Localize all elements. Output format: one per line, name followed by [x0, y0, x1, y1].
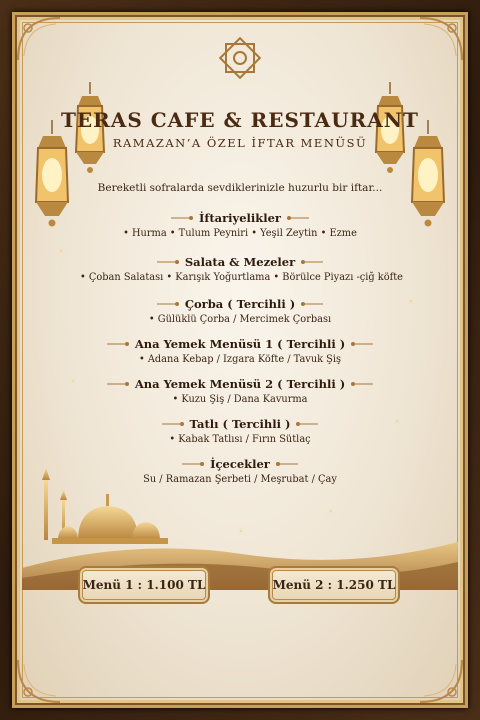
corner-ornament-icon — [418, 16, 464, 62]
section-salata-mezeler — [80, 250, 403, 283]
corner-ornament-icon — [418, 658, 464, 704]
divider-ornament-icon — [296, 421, 318, 427]
section-items: • Kabak Tatlısı / Fırın Sütlaç — [169, 434, 311, 445]
sparkle — [396, 420, 398, 422]
divider-ornament-icon — [157, 259, 179, 265]
divider-ornament-icon — [107, 341, 129, 347]
section-title: Tatlı ( Tercihli ) — [189, 417, 291, 431]
restaurant-title: TERAS CAFE & RESTAURANT — [61, 108, 419, 132]
section-title: Ana Yemek Menüsü 2 ( Tercihli ) — [134, 377, 346, 391]
divider-ornament-icon — [351, 381, 373, 387]
section-items: • Adana Kebap / Izgara Köfte / Tavuk Şiş — [138, 354, 342, 365]
section-ana-yemek-2 — [80, 372, 400, 405]
divider-ornament-icon — [301, 301, 323, 307]
divider-ornament-icon — [157, 301, 179, 307]
section-tatli — [80, 412, 400, 445]
divider-ornament-icon — [107, 381, 129, 387]
menu-2-price-button[interactable]: Menü 2 : 1.250 TL — [268, 566, 400, 604]
sparkle — [240, 530, 242, 532]
section-title: Ana Yemek Menüsü 1 ( Tercihli ) — [134, 337, 346, 351]
divider-ornament-icon — [287, 215, 309, 221]
section-iftariyelikler — [80, 206, 400, 239]
divider-ornament-icon — [171, 215, 193, 221]
section-items: • Hurma • Tulum Peyniri • Yeşil Zeytin • Ezme — [123, 228, 357, 239]
section-corba — [80, 292, 400, 325]
sparkle — [330, 510, 332, 512]
star-emblem-icon — [214, 32, 266, 84]
menu-subtitle: RAMAZAN’A ÖZEL İFTAR MENÜSÜ — [112, 136, 368, 150]
section-title: İftariyelikler — [199, 211, 281, 225]
section-title: İçecekler — [210, 457, 270, 471]
section-title: Çorba ( Tercihli ) — [184, 297, 296, 311]
divider-ornament-icon — [351, 341, 373, 347]
divider-ornament-icon — [162, 421, 184, 427]
sparkle — [72, 380, 74, 382]
section-title: Salata & Mezeler — [184, 255, 296, 269]
section-ana-yemek-1 — [80, 332, 400, 365]
section-items: Su / Ramazan Şerbeti / Meşrubat / Çay — [143, 474, 337, 485]
sparkle — [410, 300, 412, 302]
menu-1-price-button[interactable]: Menü 1 : 1.100 TL — [78, 566, 210, 604]
section-items: • Kuzu Şiş / Dana Kavurma — [172, 394, 308, 405]
section-items: • Çoban Salatası • Karışık Yoğurtlama • Börülce Piyazı -çiğ köfte — [80, 272, 403, 283]
corner-ornament-icon — [16, 16, 62, 62]
sparkle — [60, 250, 62, 252]
section-items: • Gülüklü Çorba / Mercimek Çorbası — [148, 314, 332, 325]
divider-ornament-icon — [301, 259, 323, 265]
corner-ornament-icon — [16, 658, 62, 704]
tagline: Bereketli sofralarda sevdiklerinizle huzurlu bir iftar... — [97, 182, 383, 194]
